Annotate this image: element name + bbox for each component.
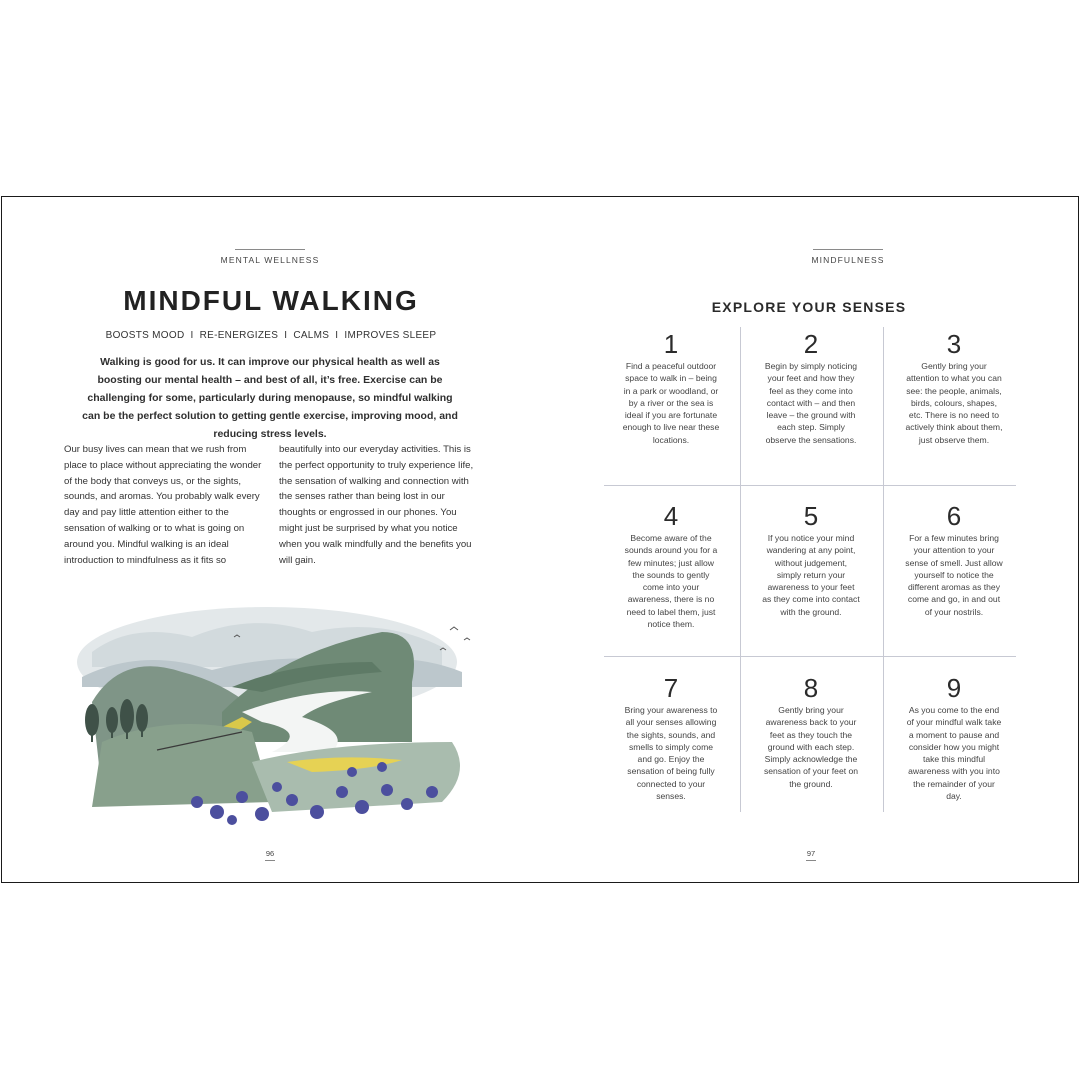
benefit-separator: I xyxy=(284,330,288,341)
page-number-left xyxy=(250,849,290,861)
step-text: Find a peaceful outdoor space to walk in – being in a park or woodland, or by a river or the sea is ideal if you are fortunate enough to live near these locations. xyxy=(622,361,720,445)
running-head-label: MINDFULNESS xyxy=(811,255,885,265)
step-card xyxy=(742,327,880,487)
step-card xyxy=(602,327,740,487)
page-title: MINDFUL WALKING xyxy=(123,285,419,316)
page-number-label: 96 xyxy=(265,849,275,858)
book-spread xyxy=(1,196,1079,883)
step-number: 7 xyxy=(663,673,679,703)
step-number: 1 xyxy=(663,329,679,359)
step-card xyxy=(602,499,740,659)
intro-paragraph: Walking is good for us. It can improve our physical health as well as boosting our mental health – and best of all, it’s free. Exercise can be challenging for some, particularly during menopause, so mindful walking can be the perfect solution to getting gentle exercise, improving mood, and reducing stress levels. xyxy=(82,356,458,440)
body-column-1: Our busy lives can mean that we rush from place to place without appreciating the wonder of the body that conveys us, or the sights, sounds, and aromas. You probably walk every day and pay little attention either to the sensation of walking or to what is going on around you. Mindful walking is an ideal introduction to mindfulness as it fits so xyxy=(64,444,262,566)
step-number: 5 xyxy=(803,501,819,531)
page-number-rule xyxy=(806,860,816,861)
step-number: 8 xyxy=(803,673,819,703)
page-number-label: 97 xyxy=(806,849,816,858)
grid-divider-vertical xyxy=(883,327,884,812)
running-head-rule xyxy=(813,249,883,250)
benefits-line xyxy=(2,330,540,341)
running-head-rule xyxy=(235,249,305,250)
step-number: 2 xyxy=(803,329,819,359)
step-text: Bring your awareness to all your senses allowing the sights, sounds, and smells to simply come and go. Enjoy the sensation of being fully connected to your senses. xyxy=(624,705,718,802)
benefit-separator: I xyxy=(335,330,339,341)
benefit-separator: I xyxy=(190,330,194,341)
right-page xyxy=(540,197,1078,882)
step-text: Begin by simply noticing your feet and how they feel as they come into contact with – and then leave – the ground with each step. Simply observe the sensations. xyxy=(764,361,858,445)
running-head-left xyxy=(220,249,320,265)
step-text: Gently bring your attention to what you can see: the people, animals, birds, colours, shapes, etc. There is no need to actively think about them, just observe them. xyxy=(905,361,1003,445)
landscape-illustration xyxy=(52,592,482,832)
step-card xyxy=(742,671,880,831)
section-title: EXPLORE YOUR SENSES xyxy=(711,299,907,315)
running-head-right xyxy=(798,249,898,265)
step-number: 6 xyxy=(946,501,962,531)
benefit-item: IMPROVES SLEEP xyxy=(344,330,437,341)
benefit-item: RE-ENERGIZES xyxy=(199,330,279,341)
benefit-item: BOOSTS MOOD xyxy=(105,330,185,341)
benefit-item: CALMS xyxy=(293,330,330,341)
body-column-2: beautifully into our everyday activities. This is the perfect opportunity to truly experience life, the sensation of walking and connection with the senses rather than being lost in our thoughts or engrossed in our phones. You might just be surprised by what you notice when you walk mindfully and the benefits you will gain. xyxy=(279,444,474,566)
grid-divider-vertical xyxy=(740,327,741,812)
step-card xyxy=(885,671,1023,831)
running-head-label: MENTAL WELLNESS xyxy=(220,255,320,265)
step-text: Become aware of the sounds around you for a few minutes; just allow the sounds to gently come into your awareness, there is no need to label them, just notice them. xyxy=(624,533,718,630)
page-number-right xyxy=(791,849,831,861)
step-number: 9 xyxy=(946,673,962,703)
step-text: Gently bring your awareness back to your feet as they touch the ground with each step. Simply acknowledge the sensation of your feet on the ground. xyxy=(763,705,859,789)
steps-grid xyxy=(602,327,1018,812)
step-card xyxy=(742,499,880,659)
page-number-rule xyxy=(265,860,275,861)
step-text: If you notice your mind wandering at any point, without judgement, simply return your awareness to your feet as they come into contact with the ground. xyxy=(762,533,860,617)
step-card xyxy=(602,671,740,831)
step-number: 3 xyxy=(946,329,962,359)
left-page xyxy=(2,197,540,882)
step-text: For a few minutes bring your attention to your sense of smell. Just allow yourself to notice the different aromas as they come and go, in and out of your nostrils. xyxy=(905,533,1003,617)
step-card xyxy=(885,499,1023,659)
step-card xyxy=(885,327,1023,487)
step-number: 4 xyxy=(663,501,679,531)
step-text: As you come to the end of your mindful walk take a moment to pause and consider how you might take this mindful awareness with you into the remainder of your day. xyxy=(906,705,1002,802)
